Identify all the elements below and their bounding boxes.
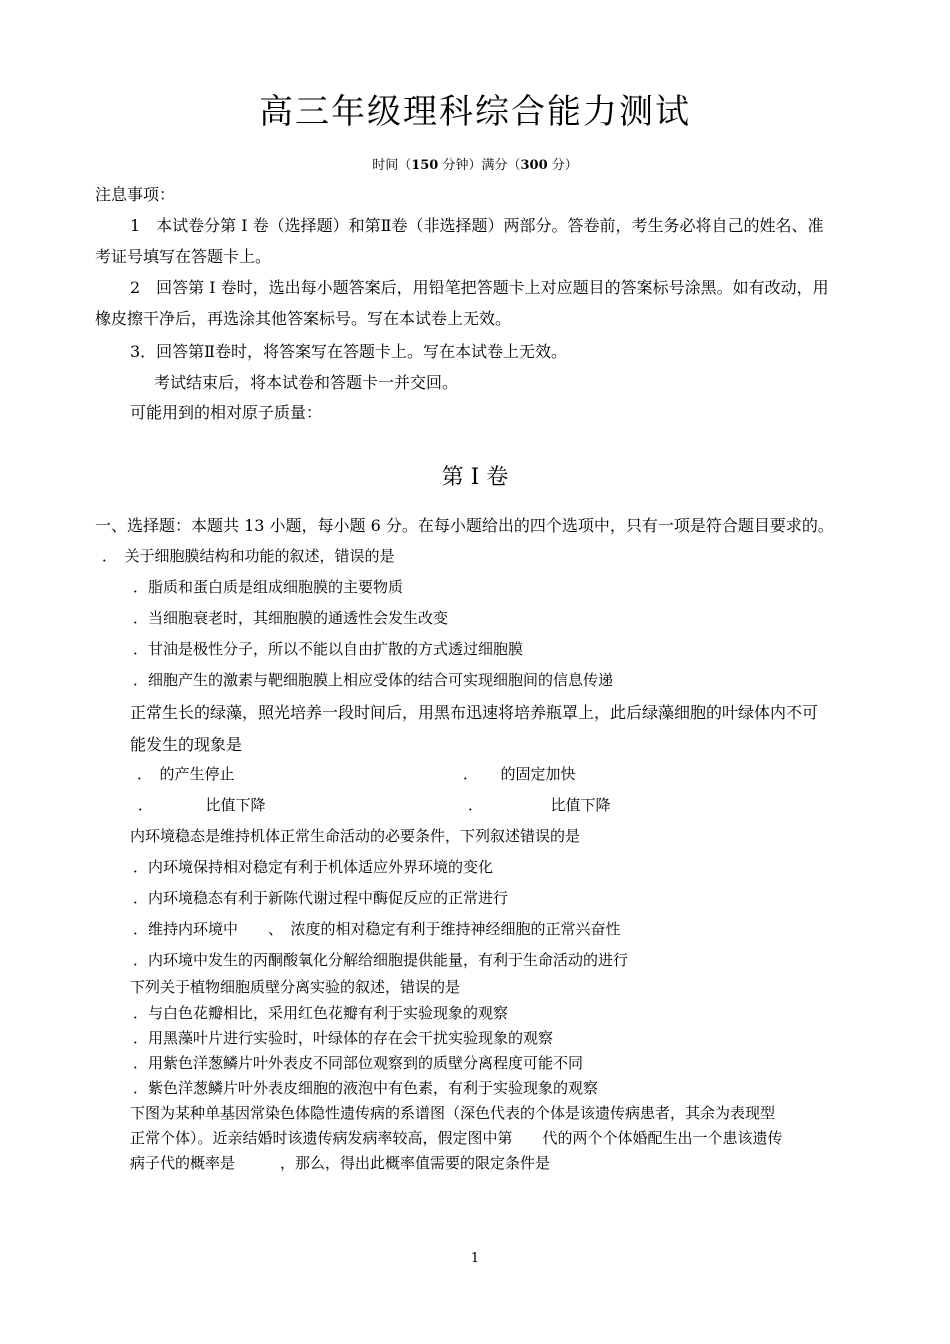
question-4-option-c: ．用紫色洋葱鳞片叶外表皮不同部位观察到的质壁分离程度可能不同 xyxy=(133,1054,584,1072)
question-3-option-d: ．内环境中发生的丙酮酸氧化分解给细胞提供能量，有利于生命活动的进行 xyxy=(133,951,629,969)
subtitle-mid: 分钟）满分（ xyxy=(438,158,521,173)
question-2-stem-line-2: 能发生的现象是 xyxy=(130,735,243,754)
question-4-option-b: ．用黑藻叶片进行实验时，叶绿体的存在会干扰实验现象的观察 xyxy=(133,1029,554,1047)
question-1-option-d: ．细胞产生的激素与靶细胞膜上相应受体的结合可实现细胞间的信息传递 xyxy=(133,671,614,689)
question-4-stem: 下列关于植物细胞质壁分离实验的叙述，错误的是 xyxy=(130,978,461,996)
question-1-option-a: ．脂质和蛋白质是组成细胞膜的主要物质 xyxy=(133,578,404,596)
question-3-option-c: ．维持内环境中 、 浓度的相对稳定有利于维持神经细胞的正常兴奋性 xyxy=(133,920,621,938)
page-number: 1 xyxy=(470,1251,480,1266)
question-1-option-c: ．甘油是极性分子，所以不能以自由扩散的方式透过细胞膜 xyxy=(133,640,524,658)
question-1-stem: ． 关于细胞膜结构和功能的叙述，错误的是 xyxy=(102,547,395,565)
notice-item-2-line-2: 橡皮擦干净后，再选涂其他答案标号。写在本试卷上无效。 xyxy=(95,309,512,328)
subtitle-suffix: 分） xyxy=(547,158,578,173)
notice-item-1-line-1: 1 本试卷分第 I 卷（选择题）和第Ⅱ卷（非选择题）两部分。答卷前，考生务必将自己的姓名、准 xyxy=(130,216,824,235)
section-intro: 一、选择题：本题共 13 小题，每小题 6 分。在每小题给出的四个选项中，只有一项是符合题目要求的。 xyxy=(95,516,834,535)
notice-heading: 注息事项： xyxy=(95,185,176,204)
exam-duration: 150 xyxy=(411,158,439,173)
exam-title: 高三年级理科综合能力测试 xyxy=(259,92,691,132)
notice-item-2-line-1: 2 回答第 I 卷时，选出每小题答案后，用铅笔把答题卡上对应题目的答案标号涂黑。如有改动，用 xyxy=(130,278,829,297)
atomic-mass-note: 可能用到的相对原子质量： xyxy=(130,403,323,422)
question-5-line-2: 正常个体）。近亲结婚时该遗传病发病率较高，假定图中第 代的两个个体婚配生出一个患该遗传 xyxy=(130,1129,783,1147)
question-1-option-b: ．当细胞衰老时，其细胞膜的通透性会发生改变 xyxy=(133,609,449,627)
exam-subtitle xyxy=(0,154,950,173)
question-5-line-1: 下图为某种单基因常染色体隐性遗传病的系谱图（深色代表的个体是该遗传病患者，其余为表现型 xyxy=(130,1104,776,1122)
question-2-option-a: ． 的产生停止 xyxy=(137,765,235,783)
question-2-option-d: ． 比值下降 xyxy=(468,796,611,814)
question-5-line-3: 病子代的概率是 ，那么，得出此概率值需要的限定条件是 xyxy=(130,1154,551,1172)
notice-item-4: 考试结束后，将本试卷和答题卡一并交回。 xyxy=(154,373,459,392)
question-4-option-d: ．紫色洋葱鳞片叶外表皮细胞的液泡中有色素，有利于实验现象的观察 xyxy=(133,1079,599,1097)
question-2-option-b: ． 的固定加快 xyxy=(463,765,576,783)
section-title: 第 I 卷 xyxy=(441,465,509,490)
question-2-option-c: ． 比值下降 xyxy=(138,796,266,814)
question-3-stem: 内环境稳态是维持机体正常生命活动的必要条件，下列叙述错误的是 xyxy=(130,827,581,845)
notice-item-3: 3．回答第Ⅱ卷时，将答案写在答题卡上。写在本试卷上无效。 xyxy=(130,342,568,361)
subtitle-prefix: 时间（ xyxy=(372,158,412,173)
question-3-option-b: ．内环境稳态有利于新陈代谢过程中酶促反应的正常进行 xyxy=(133,889,509,907)
question-4-option-a: ．与白色花瓣相比，采用红色花瓣有利于实验现象的观察 xyxy=(133,1004,509,1022)
question-2-stem-line-1: 正常生长的绿藻，照光培养一段时间后，用黑布迅速将培养瓶罩上，此后绿藻细胞的叶绿体内不可 xyxy=(130,703,819,722)
question-3-option-a: ．内环境保持相对稳定有利于机体适应外界环境的变化 xyxy=(133,858,494,876)
notice-item-1-line-2: 考证号填写在答题卡上。 xyxy=(95,247,272,266)
exam-total-score: 300 xyxy=(520,158,548,173)
